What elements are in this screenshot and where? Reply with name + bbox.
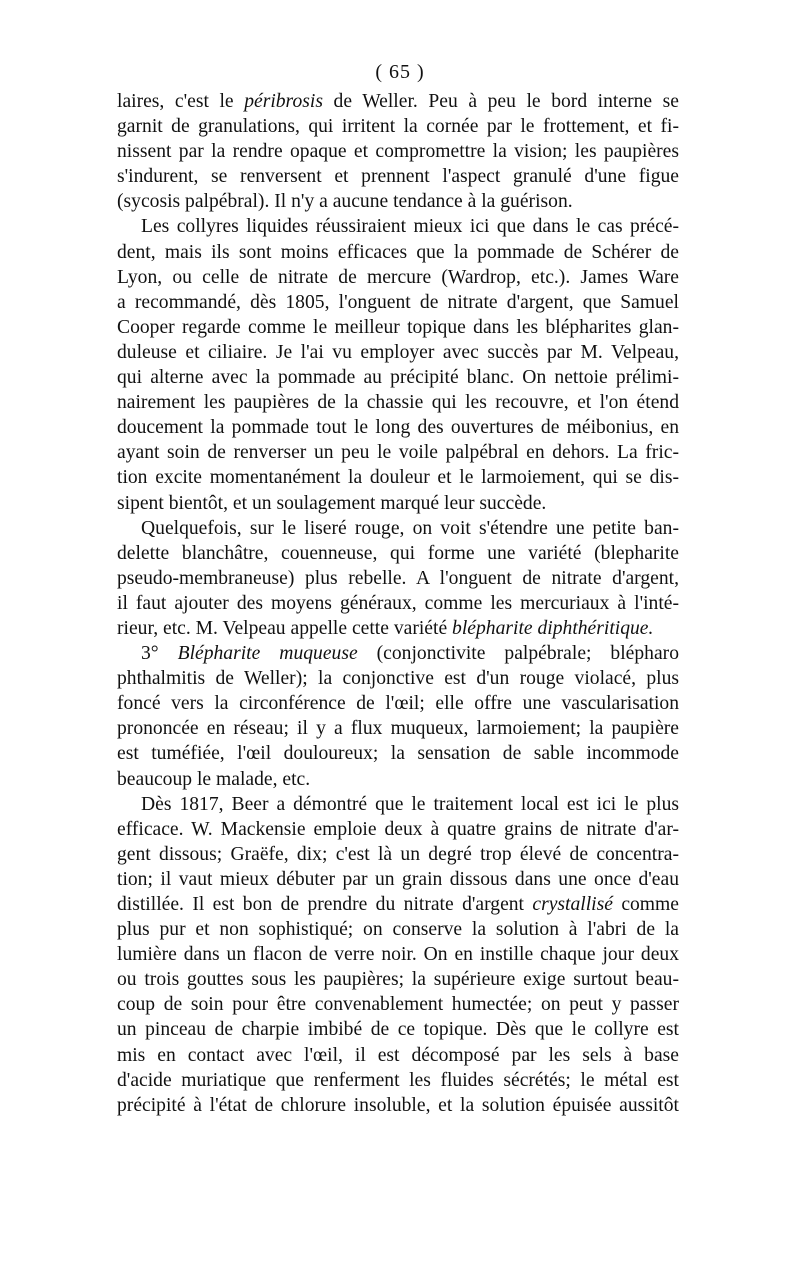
text-line [117, 842, 679, 867]
text-line [117, 917, 679, 942]
text-segment: 3° [141, 643, 178, 665]
text-line [117, 767, 679, 792]
text-segment: foncé vers la circonférence de l'œil; elle offre une vascularisation [117, 693, 679, 715]
text-line [117, 1068, 679, 1093]
text-segment: phthalmitis de Weller); la conjonctive est d'un rouge violacé, plus [117, 668, 679, 690]
text-line [117, 164, 679, 189]
text-line [117, 89, 679, 114]
italic-text: Blépharite muqueuse [177, 643, 358, 665]
text-segment: Dès 1817, Beer a démontré que le traitement local est ici le plus [141, 793, 679, 815]
text-line [117, 1043, 679, 1068]
text-line [117, 616, 679, 641]
text-segment: pseudo-membraneuse) plus rebelle. A l'onguent de nitrate d'argent, [117, 567, 679, 589]
text-segment: mis en contact avec l'œil, il est décomposé par les sels à base [117, 1044, 679, 1066]
text-segment: duleuse et ciliaire. Je l'ai vu employer avec succès par M. Velpeau, [117, 341, 679, 363]
text-segment: tion excite momentanément la douleur et le larmoiement, qui se dis- [117, 467, 679, 489]
italic-text: péribrosis [244, 91, 323, 112]
text-line [117, 516, 679, 541]
text-line [117, 691, 679, 716]
text-line [117, 741, 679, 766]
text-segment: qui alterne avec la pommade au précipité blanc. On nettoie prélimi- [117, 367, 679, 389]
text-line [117, 716, 679, 741]
italic-text: crystallisé [532, 894, 613, 915]
italic-text: blépharite diphthéritique. [452, 617, 654, 639]
text-line [117, 491, 679, 516]
text-segment: a recommandé, dès 1805, l'onguent de nitrate d'argent, que Samuel [117, 291, 679, 313]
page-number: ( 65 ) [375, 61, 425, 83]
text-segment: sipent bientôt, et un soulagement marqué leur succède. [117, 492, 547, 514]
text-segment: dent, mais ils sont moins efficaces que la pommade de Schérer de [117, 241, 679, 263]
text-segment: Les collyres liquides réussiraient mieux ici que dans le cas précé- [141, 216, 679, 238]
text-line [117, 189, 679, 214]
text-line [117, 992, 679, 1017]
text-segment: nairement les paupières de la chassie qui les recouvre, et l'on étend [117, 392, 679, 414]
text-segment: prononcée en réseau; il y a flux muqueux, larmoiement; la paupière [117, 718, 679, 740]
text-line [117, 265, 679, 290]
text-line [117, 666, 679, 691]
text-line [117, 465, 679, 490]
text-segment: coup de soin pour être convenablement humectée; on peut y passer [117, 994, 679, 1016]
text-segment: il faut ajouter des moyens généraux, comme les mercuriaux à l'inté- [117, 592, 679, 614]
text-segment: doucement la pommade tout le long des ouvertures de méibonius, en [117, 417, 679, 439]
text-line [117, 967, 679, 992]
text-segment: rieur, etc. M. Velpeau appelle cette variété [117, 617, 453, 639]
text-segment: lumière dans un flacon de verre noir. On en instille chaque jour deux [117, 944, 679, 966]
text-segment: Cooper regarde comme le meilleur topique dans les blépharites glan- [117, 316, 679, 338]
text-segment: plus pur et non sophistiqué; on conserve la solution à l'abri de la [117, 919, 679, 941]
text-line [117, 440, 679, 465]
text-segment: est tuméfiée, l'œil douloureux; la sensation de sable incommode [117, 743, 679, 765]
text-line [117, 340, 679, 365]
text-segment: delette blanchâtre, couenneuse, qui forme une variété (blepharite [117, 542, 679, 564]
text-segment: ou trois gouttes sous les paupières; la supérieure exige surtout beau- [117, 969, 679, 991]
text-segment: (sycosis palpébral). Il n'y a aucune tendance à la guérison. [117, 191, 573, 213]
text-line [117, 942, 679, 967]
text-line [117, 315, 679, 340]
text-segment: garnit de granulations, qui irritent la cornée par le frottement, et fi- [117, 116, 679, 138]
text-segment: efficace. W. Mackensie emploie deux à quatre grains de nitrate d'ar- [117, 818, 679, 840]
text-line [117, 867, 679, 892]
text-line [117, 290, 679, 315]
body-text [117, 89, 679, 1118]
text-segment: nissent par la rendre opaque et compromettre la vision; les paupières [117, 141, 679, 163]
text-segment: de Weller. Peu à peu le bord interne se [322, 91, 679, 112]
text-line [117, 114, 679, 139]
text-line [117, 1093, 679, 1118]
text-line [117, 415, 679, 440]
text-segment: précipité à l'état de chlorure insoluble, et la solution épuisée aussitôt [117, 1094, 679, 1116]
text-line [117, 641, 679, 666]
text-line [117, 1017, 679, 1042]
text-line [117, 541, 679, 566]
text-line [117, 365, 679, 390]
text-segment: laires, c'est le [117, 91, 245, 112]
text-segment: (conjonctivite palpébrale; blépharo [357, 643, 679, 665]
text-segment: comme [612, 894, 679, 915]
text-line [117, 214, 679, 239]
text-segment: distillée. Il est bon de prendre du nitrate d'argent [117, 894, 533, 915]
text-line [117, 566, 679, 591]
text-line [117, 792, 679, 817]
text-segment: s'indurent, se renversent et prennent l'aspect granulé d'une figue [117, 166, 679, 188]
text-line [117, 390, 679, 415]
text-segment: Lyon, ou celle de nitrate de mercure (Wardrop, etc.). James Ware [117, 266, 679, 288]
text-segment: beaucoup le malade, etc. [117, 768, 311, 790]
text-line [117, 817, 679, 842]
text-segment: Quelquefois, sur le liseré rouge, on voit s'étendre une petite ban- [141, 517, 679, 539]
text-segment: gent dissous; Graëfe, dix; c'est là un degré trop élevé de concentra- [117, 843, 679, 865]
text-line [117, 892, 679, 917]
text-segment: tion; il vaut mieux débuter par un grain dissous dans une once d'eau [117, 868, 679, 890]
text-segment: ayant soin de renverser un peu le voile palpébral en dehors. La fric- [117, 442, 679, 464]
text-line [117, 591, 679, 616]
text-segment: d'acide muriatique que renferment les fluides sécrétés; le métal est [117, 1069, 679, 1091]
text-segment: un pinceau de charpie imbibé de ce topique. Dès que le collyre est [117, 1019, 679, 1041]
text-line [117, 240, 679, 265]
text-line [117, 139, 679, 164]
